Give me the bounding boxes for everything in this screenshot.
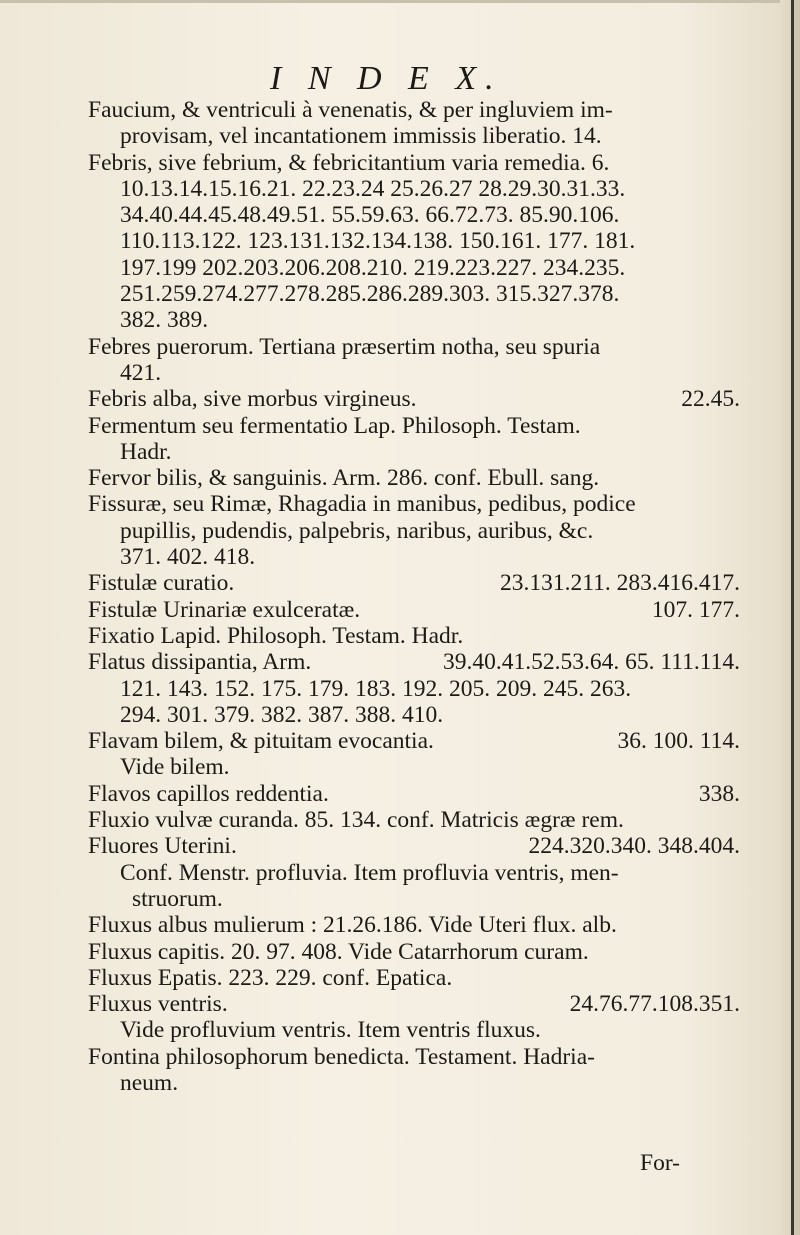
entry-line: 121. 143. 152. 175. 179. 183. 192. 205. 209. 245. 263.	[120, 675, 632, 702]
entry-line: 10.13.14.15.16.21. 22.23.24 25.26.27 28.29.30.31.33.	[120, 175, 626, 202]
page-binding-edge	[791, 0, 794, 1235]
index-header: I N D E X.	[270, 60, 503, 97]
index-entry	[88, 912, 740, 938]
index-entry	[88, 465, 740, 491]
index-entry	[88, 491, 740, 570]
entry-line: Fermentum seu fermentatio Lap. Philosoph. Testam.	[88, 412, 581, 439]
entry-line: pupillis, pudendis, palpebris, naribus, auribus, &c.	[120, 517, 594, 544]
entry-line: Febres puerorum. Tertiana præsertim notha, seu spuria	[88, 333, 601, 360]
entry-line: struorum.	[132, 885, 223, 912]
entry-line: Vide bilem.	[120, 754, 230, 781]
entry-heading: Fistulæ curatio.	[88, 570, 235, 597]
entry-line: Vide profluvium ventris. Item ventris fluxus.	[120, 1017, 541, 1044]
entry-line: Fontina philosophorum benedicta. Testament. Hadria-	[88, 1043, 595, 1070]
entry-line: 294. 301. 379. 382. 387. 388. 410.	[120, 701, 444, 728]
index-entry	[88, 623, 740, 649]
entry-line: Fervor bilis, & sanguinis. Arm. 286. conf. Ebull. sang.	[88, 465, 600, 492]
index-entry	[88, 334, 740, 387]
entry-line: Fluxus albus mulierum : 21.26.186. Vide Uteri flux. alb.	[88, 912, 617, 939]
entry-line: 110.113.122. 123.131.132.134.138. 150.161. 177. 181.	[120, 228, 636, 255]
entry-heading: Flavos capillos reddentia.	[88, 780, 329, 807]
entry-page-refs: 338.	[698, 780, 740, 807]
index-entry	[88, 649, 740, 728]
entry-line: 371. 402. 418.	[120, 544, 256, 571]
entry-line: Hadr.	[120, 438, 172, 465]
entry-page-refs: 39.40.41.52.53.64. 65. 111.114.	[442, 649, 740, 676]
entry-page-refs: 36. 100. 114.	[617, 728, 740, 755]
entry-first-line	[88, 833, 740, 859]
entry-line: Febris, sive febrium, & febricitantium varia remedia. 6.	[88, 149, 610, 176]
entry-page-refs: 224.320.340. 348.404.	[528, 833, 740, 860]
entry-heading: Febris alba, sive morbus virgineus.	[88, 386, 417, 413]
entry-line: Fissuræ, seu Rimæ, Rhagadia in manibus, pedibus, podice	[88, 491, 636, 518]
index-entry	[88, 1044, 740, 1097]
entry-page-refs: 23.131.211. 283.416.417.	[499, 570, 740, 597]
entry-heading: Fluxus ventris.	[88, 991, 228, 1018]
index-entry	[88, 781, 740, 807]
index-entry	[88, 833, 740, 912]
entry-heading: Flatus dissipantia, Arm.	[88, 649, 312, 676]
index-entry	[88, 965, 740, 991]
index-entry	[88, 597, 740, 623]
entry-heading: Fistulæ Urinariæ exulceratæ.	[88, 596, 361, 623]
index-entry	[88, 150, 740, 334]
entry-heading: Flavam bilem, & pituitam evocantia.	[88, 728, 434, 755]
entry-line: Fluxio vulvæ curanda. 85. 134. conf. Matricis ægræ rem.	[88, 807, 624, 834]
entry-line: 251.259.274.277.278.285.286.289.303. 315.327.378.	[120, 281, 620, 308]
page-top-edge	[0, 0, 780, 3]
index-entries	[88, 97, 740, 1096]
entry-line: provisam, vel incantationem immissis liberatio. 14.	[120, 123, 602, 150]
index-entry	[88, 386, 740, 412]
entry-line: Fixatio Lapid. Philosoph. Testam. Hadr.	[88, 622, 464, 649]
entry-page-refs: 24.76.77.108.351.	[569, 991, 740, 1018]
entry-line: neum.	[120, 1069, 179, 1096]
entry-line: Conf. Menstr. profluvia. Item profluvia ventris, men-	[120, 859, 619, 886]
entry-line: Fluxus Epatis. 223. 229. conf. Epatica.	[88, 964, 453, 991]
entry-line: 197.199 202.203.206.208.210. 219.223.227. 234.235.	[120, 254, 626, 281]
entry-first-line	[88, 728, 740, 754]
entry-line: 34.40.44.45.48.49.51. 55.59.63. 66.72.73. 85.90.106.	[120, 202, 620, 229]
entry-page-refs: 22.45.	[681, 386, 740, 413]
index-entry	[88, 807, 740, 833]
page-gutter	[794, 0, 800, 1235]
index-entry	[88, 570, 740, 596]
index-entry	[88, 413, 740, 466]
entry-first-line	[88, 991, 740, 1017]
entry-line: 382. 389.	[120, 307, 209, 334]
index-entry	[88, 939, 740, 965]
entry-heading: Fluores Uterini.	[88, 833, 237, 860]
entry-first-line	[88, 649, 740, 675]
entry-line: Fluxus capitis. 20. 97. 408. Vide Catarrhorum curam.	[88, 938, 589, 965]
entry-page-refs: 107. 177.	[651, 596, 740, 623]
entry-line: Faucium, & ventriculi à venenatis, & per ingluviem im-	[88, 97, 613, 123]
entry-line: 421.	[120, 359, 162, 386]
index-entry	[88, 728, 740, 781]
index-entry	[88, 97, 740, 150]
catchword: For-	[640, 1150, 681, 1176]
index-entry	[88, 991, 740, 1044]
